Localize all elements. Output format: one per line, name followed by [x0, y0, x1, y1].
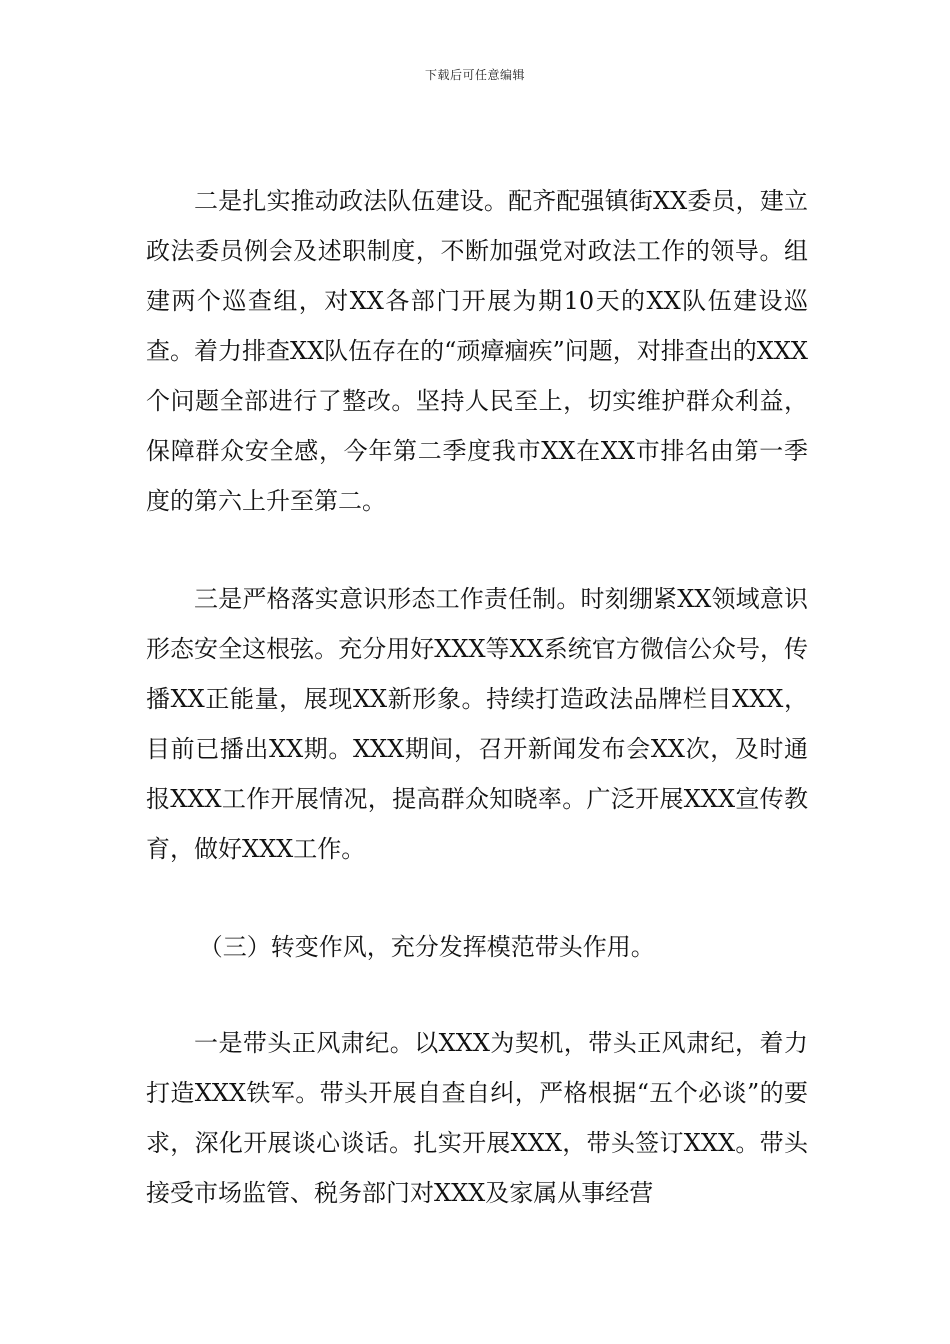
page-header: 下载后可任意编辑: [424, 68, 525, 82]
document-body: [146, 176, 808, 1218]
paragraph-ideology-responsibility: 三是严格落实意识形态工作责任制。时刻绷紧XX领域意识形态安全这根弦。充分用好XXX等XX系统官方微信公众号，传播XX正能量，展现XX新形象。持续打造政法品牌栏目XXX，目前已播出XX期。XXX期间，召开新闻发布会XX次，及时通报XXX工作开展情况，提高群众知晓率。广泛开展XXX宣传教育，做好XXX工作。: [146, 585, 808, 863]
paragraph-discipline: 一是带头正风肃纪。以XXX为契机，带头正风肃纪，着力打造XXX铁军。带头开展自查自纠，严格根据“五个必谈”的要求，深化开展谈心谈话。扎实开展XXX，带头签订XXX。带头接受市场监管、税务部门对XXX及家属从事经营: [146, 1029, 808, 1207]
paragraph-team-building: 二是扎实推动政法队伍建设。配齐配强镇街XX委员，建立政法委员例会及述职制度，不断加强党对政法工作的领导。组建两个巡查组，对XX各部门开展为期10天的XX队伍建设巡查。着力排查XX队伍存在的“顽瘴痼疾”问题，对排查出的XXX个问题全部进行了整改。坚持人民至上，切实维护群众利益，保障群众安全感，今年第二季度我市XX在XX市排名由第一季度的第六上升至第二。: [146, 187, 808, 515]
section-heading-style-change: （三）转变作风，充分发挥模范带头作用。: [198, 933, 655, 961]
